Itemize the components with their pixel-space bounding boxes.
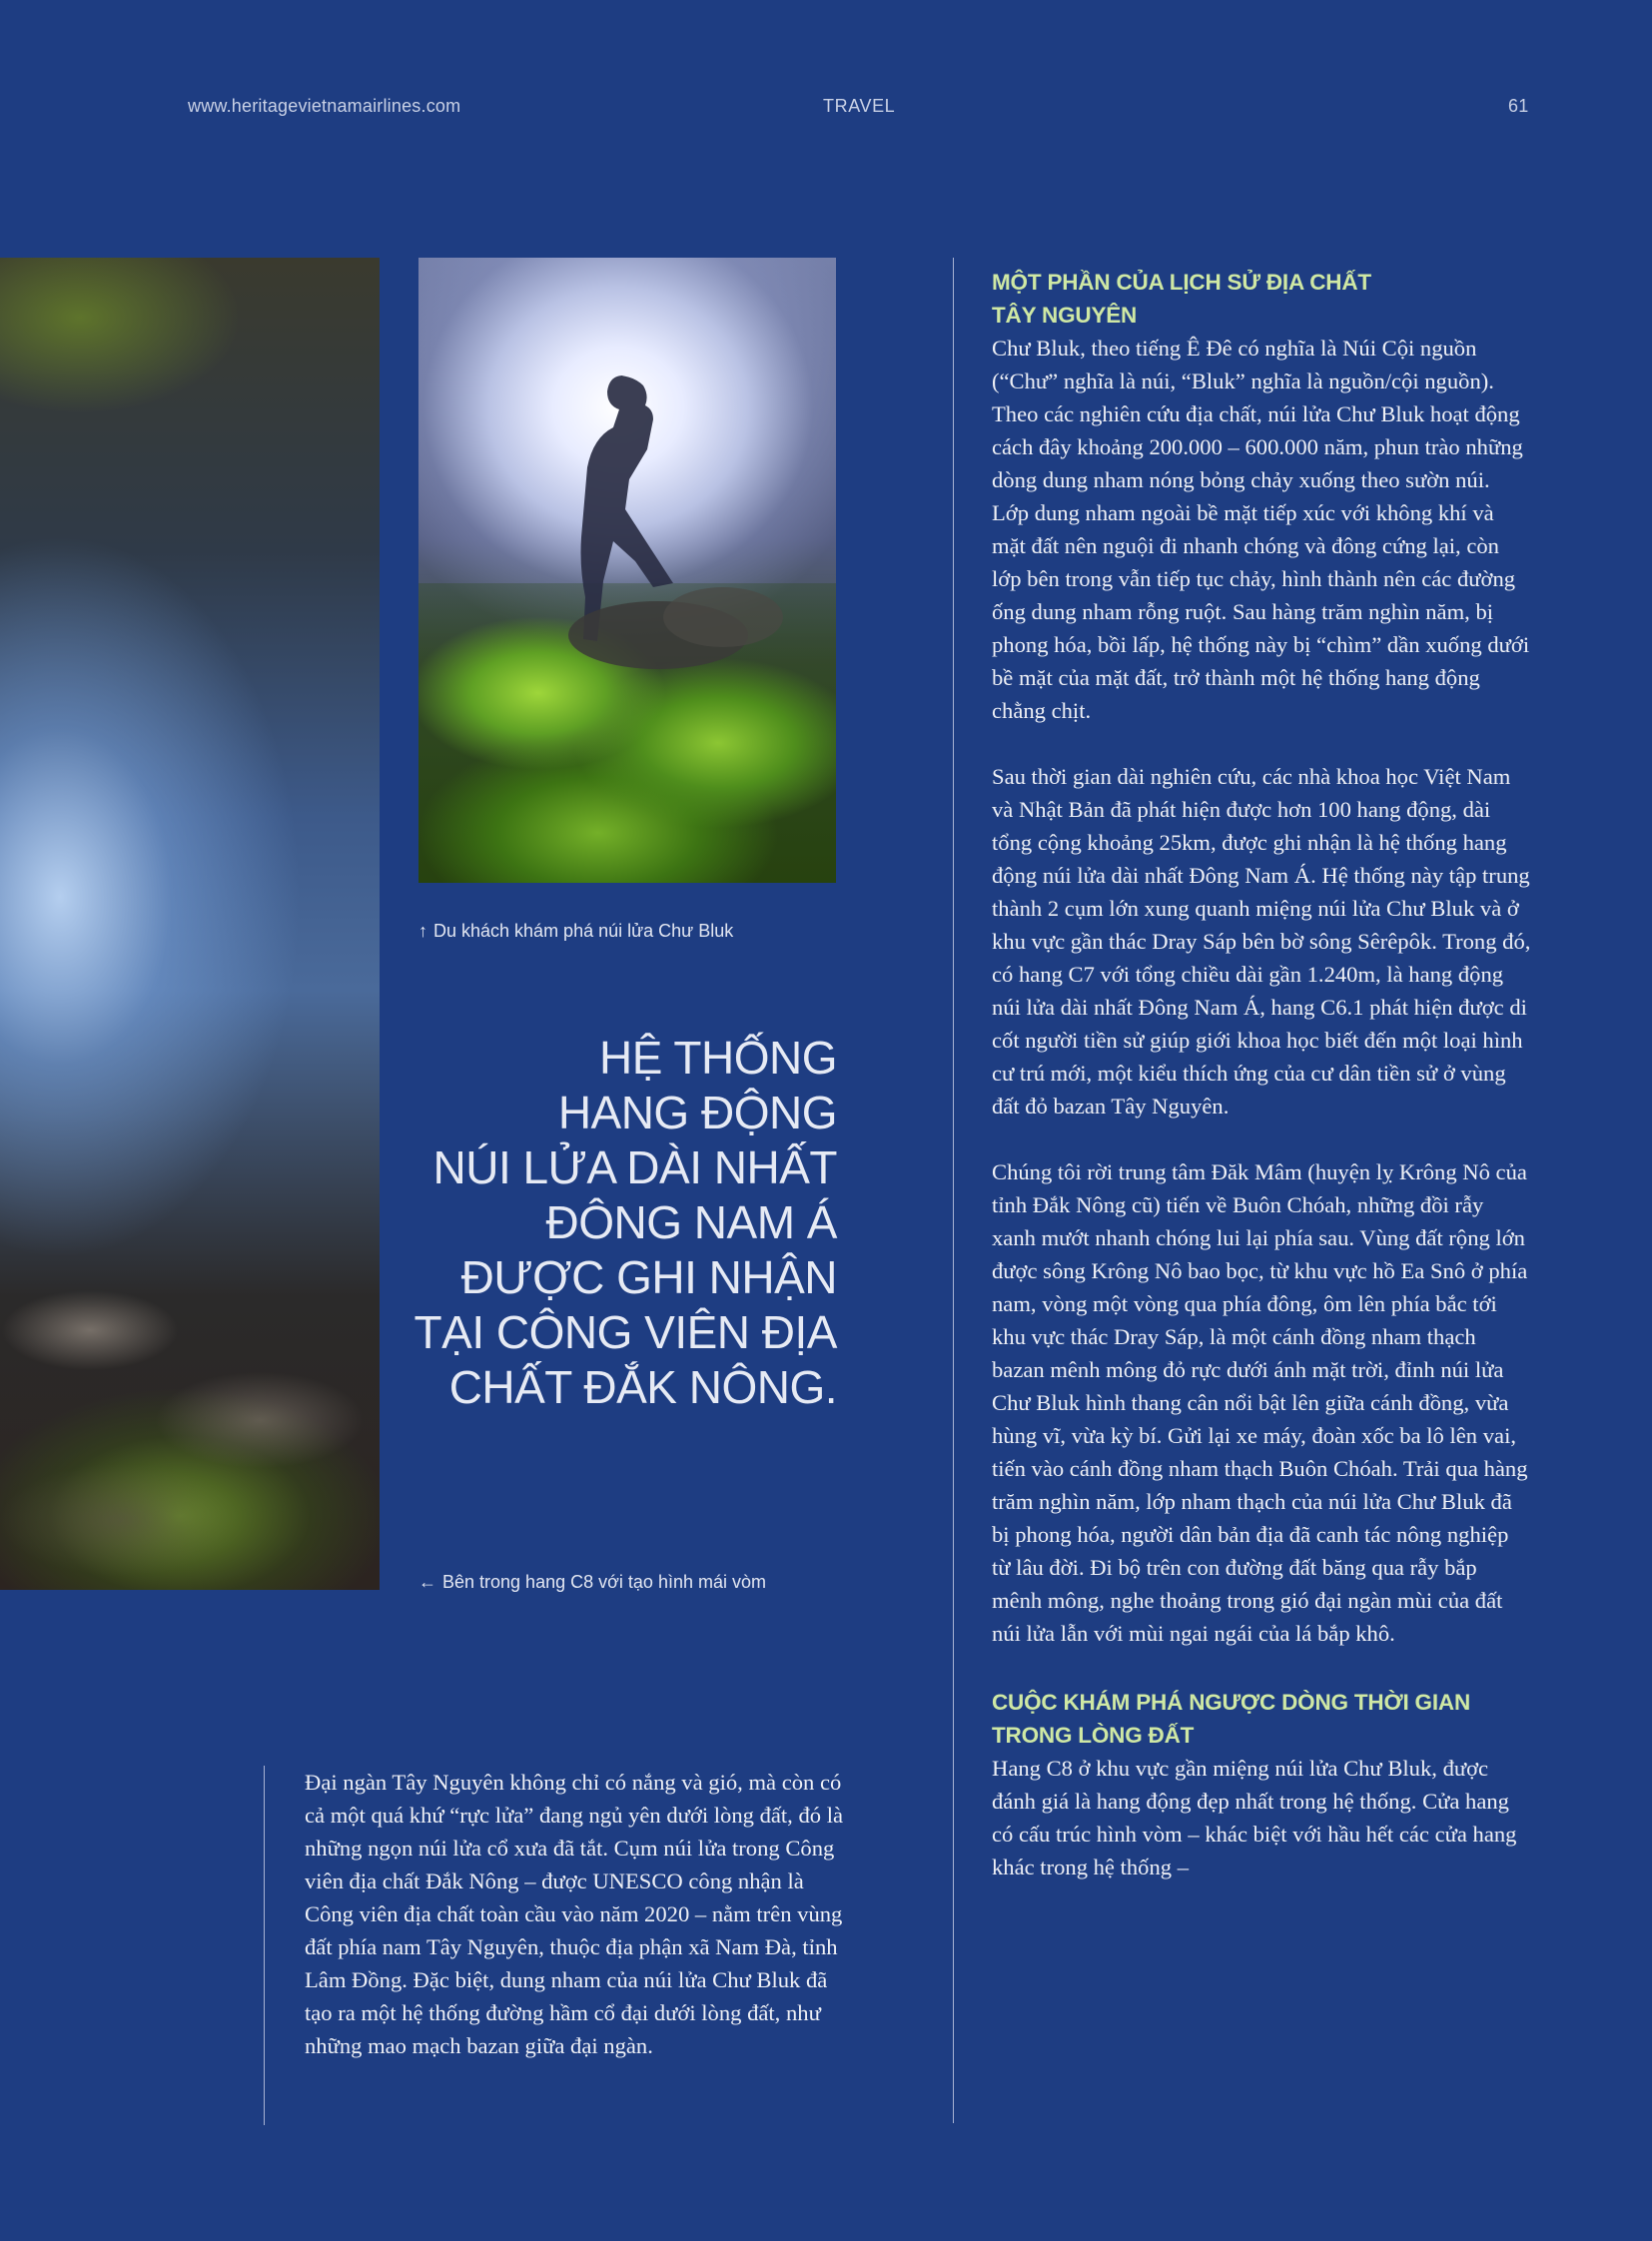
cave-rocks xyxy=(0,1210,380,1590)
arrow-left-icon: ← xyxy=(418,1572,436,1592)
section1-paragraph-2: Sau thời gian dài nghiên cứu, các nhà khoa học Việt Nam và Nhật Bản đã phát hiện được hơn 100 hang động, dài tổng cộng khoảng 25km, được ghi nhận là hệ thống hang động núi lửa dài nhất Đông Nam Á. Hệ thống này tập trung thành 2 cụm lớn xung quanh miệng núi lửa Chư Bluk và ở khu vực gần thác Dray Sáp bên bờ sông Sêrêpôk. Trong đó, có hang C7 với tổng chiều dài gần 1.240m, là hang động núi lửa dài nhất Đông Nam Á, hang C6.1 phát hiện được di cốt người tiền sử giúp giới khoa học biết đến một loại hình cư trú mới, một kiểu thích ứng của cư dân tiền sử ở vùng đất đỏ bazan Tây Nguyên. xyxy=(992,764,1531,1119)
section-label: TRAVEL xyxy=(823,96,896,116)
intro-rule xyxy=(264,1766,265,2125)
section2-paragraph-1: Hang C8 ở khu vực gần miệng núi lửa Chư Bluk, được đánh giá là hang động đẹp nhất trong hệ thống. Cửa hang có cấu trúc hình vòm – khác biệt với hầu hết các cửa hang khác trong hệ thống – xyxy=(992,1756,1517,1879)
explorer-photo xyxy=(418,258,836,883)
site-url: www.heritagevietnamairlines.com xyxy=(188,96,461,116)
section1-heading-line1: MỘT PHẦN CỦA LỊCH SỬ ĐỊA CHẤT xyxy=(992,270,1371,295)
explorer-silhouette xyxy=(418,258,836,883)
pull-quote-line: TẠI CÔNG VIÊN ĐỊA xyxy=(413,1306,837,1358)
arrow-up-icon: ↑ xyxy=(418,921,427,941)
pull-quote-line: HỆ THỐNG xyxy=(599,1032,837,1084)
cave-caption xyxy=(418,1572,766,1593)
section1-paragraph-3: Chúng tôi rời trung tâm Đăk Mâm (huyện lỵ Krông Nô của tỉnh Đắk Nông cũ) tiến về Buôn Chóah, những đồi rẫy xanh mướt nhanh chóng lui lại phía sau. Vùng đất rộng lớn được sông Krông Nô bao bọc, từ khu vực hồ Ea Snô ở phía nam, vòng một vòng qua phía đông, ôm lên phía bắc tới khu vực thác Dray Sáp, là một cánh đồng nham thạch bazan mênh mông đỏ rực dưới ánh mặt trời, đỉnh núi lửa Chư Bluk hình thang cân nổi bật lên giữa cánh đồng, vừa hùng vĩ, vừa kỳ bí. Gửi lại xe máy, đoàn xốc ba lô lên vai, tiến vào cánh đồng nham thạch Buôn Chóah. Trải qua hàng trăm nghìn năm, lớp nham thạch của núi lửa Chư Bluk đã bị phong hóa, người dân bản địa đã canh tác nông nghiệp từ lâu đời. Đi bộ trên con đường đất băng qua rẫy bắp mênh mông, nghe thoảng trong gió đại ngàn mùi của đất núi lửa lẫn với mùi ngai ngái của lá bắp khô. xyxy=(992,1159,1528,1646)
explorer-caption xyxy=(418,921,733,942)
cave-photo xyxy=(0,258,380,1590)
pull-quote-line: ĐÔNG NAM Á xyxy=(545,1196,837,1248)
page-number: 61 xyxy=(1508,96,1529,116)
section1-heading xyxy=(992,266,1531,332)
pull-quote-line: CHẤT ĐẮK NÔNG. xyxy=(448,1361,837,1413)
section2-heading-line1: CUỘC KHÁM PHÁ NGƯỢC DÒNG THỜI GIAN xyxy=(992,1690,1470,1715)
section2-heading-line2: TRONG LÒNG ĐẤT xyxy=(992,1723,1195,1748)
intro-paragraph: Đại ngàn Tây Nguyên không chỉ có nắng và gió, mà còn có cả một quá khứ “rực lửa” đang ngủ yên dưới lòng đất, đó là những ngọn núi lửa cổ xưa đã tắt. Cụm núi lửa trong Công viên địa chất Đắk Nông – được UNESCO công nhận là Công viên địa chất toàn cầu vào năm 2020 – nằm trên vùng đất phía nam Tây Nguyên, thuộc địa phận xã Nam Đà, tỉnh Lâm Đồng. Đặc biệt, dung nham của núi lửa Chư Bluk đã tạo ra một hệ thống đường hầm cổ đại dưới lòng đất, như những mao mạch bazan giữa đại ngàn. xyxy=(305,1770,844,2058)
section1-heading-line2: TÂY NGUYÊN xyxy=(992,303,1138,328)
explorer-caption-text: Du khách khám phá núi lửa Chư Bluk xyxy=(433,921,734,941)
pull-quote-line: ĐƯỢC GHI NHẬN xyxy=(460,1251,837,1303)
pull-quote-line: HANG ĐỘNG xyxy=(557,1087,837,1138)
column-rule xyxy=(953,258,954,2123)
right-column xyxy=(992,266,1531,1883)
pull-quote-line: NÚI LỬA DÀI NHẤT xyxy=(432,1141,837,1193)
cave-caption-text: Bên trong hang C8 với tạo hình mái vòm xyxy=(442,1572,766,1592)
pull-quote xyxy=(400,1031,837,1415)
section1-paragraph-1: Chư Bluk, theo tiếng Ê Đê có nghĩa là Núi Cội nguồn (“Chư” nghĩa là núi, “Bluk” nghĩa là nguồn/cội nguồn). Theo các nghiên cứu địa chất, núi lửa Chư Bluk hoạt động cách đây khoảng 200.000 – 600.000 năm, phun trào những dòng dung nham nóng bỏng chảy xuống theo sườn núi. Lớp dung nham ngoài bề mặt tiếp xúc với không khí và mặt đất nên nguội đi nhanh chóng và đông cứng lại, còn lớp bên trong vẫn tiếp tục chảy, hình thành nên các đường ống dung nham rỗng ruột. Sau hàng trăm nghìn năm, bị phong hóa, bồi lấp, hệ thống này bị “chìm” dần xuống dưới bề mặt của mặt đất, trở thành một hệ thống hang động chằng chịt. xyxy=(992,336,1530,723)
section2-heading xyxy=(992,1686,1531,1752)
